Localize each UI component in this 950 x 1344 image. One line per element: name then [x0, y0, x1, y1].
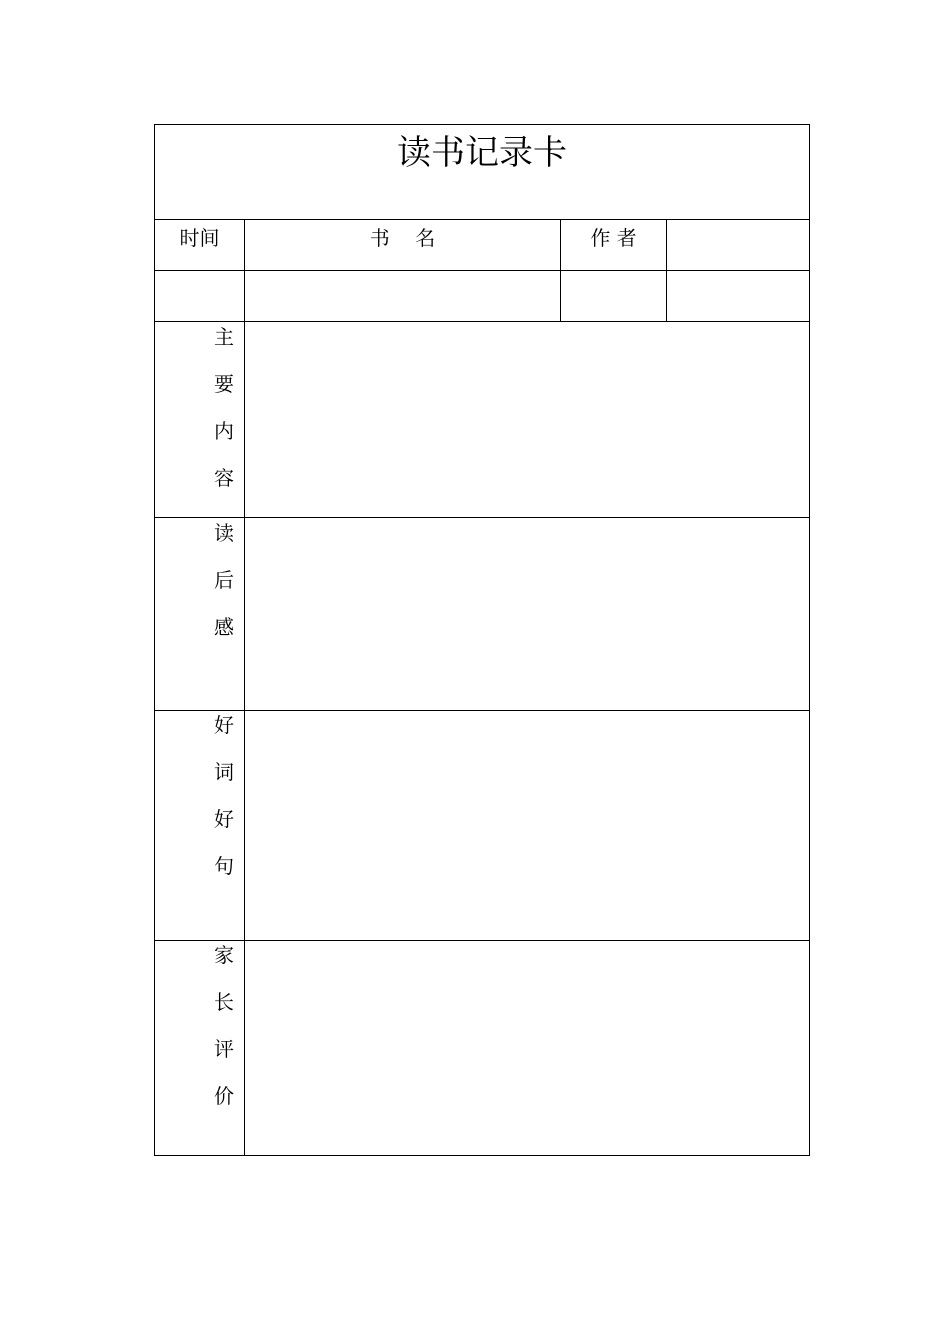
label-char: 好: [214, 713, 234, 737]
label-char: 评: [214, 1037, 234, 1061]
section-label-summary: [155, 324, 244, 512]
header-time: 时间: [179, 226, 220, 250]
label-char: 读: [214, 521, 234, 545]
extra-field[interactable]: [667, 271, 810, 321]
section-label-reflection: [155, 520, 244, 661]
header-author: 作 者: [590, 226, 637, 250]
label-char: 要: [214, 372, 234, 396]
summary-content-area[interactable]: [245, 322, 809, 517]
reading-record-card: [154, 124, 810, 1156]
parent-comment-area[interactable]: [245, 941, 809, 1156]
section-label-phrases: [155, 712, 244, 900]
label-char: 词: [214, 760, 234, 784]
author-field[interactable]: [561, 271, 666, 321]
label-char: 内: [214, 419, 234, 443]
label-char: 长: [214, 990, 234, 1014]
time-field[interactable]: [155, 271, 244, 321]
label-char: 好: [214, 807, 234, 831]
phrases-content-area[interactable]: [245, 711, 809, 940]
section-label-parent: [155, 942, 244, 1130]
label-char: 后: [214, 568, 234, 592]
label-char: 主: [214, 325, 234, 349]
label-char: 价: [214, 1084, 234, 1108]
author-name-field[interactable]: [667, 220, 810, 270]
header-book-name: 书 名: [369, 226, 436, 250]
book-name-field[interactable]: [245, 271, 560, 321]
reflection-content-area[interactable]: [245, 518, 809, 710]
label-char: 家: [214, 943, 234, 967]
card-title: 读书记录卡: [397, 133, 567, 173]
label-char: 感: [214, 615, 234, 639]
label-char: 句: [214, 854, 234, 878]
label-char: 容: [214, 466, 234, 490]
